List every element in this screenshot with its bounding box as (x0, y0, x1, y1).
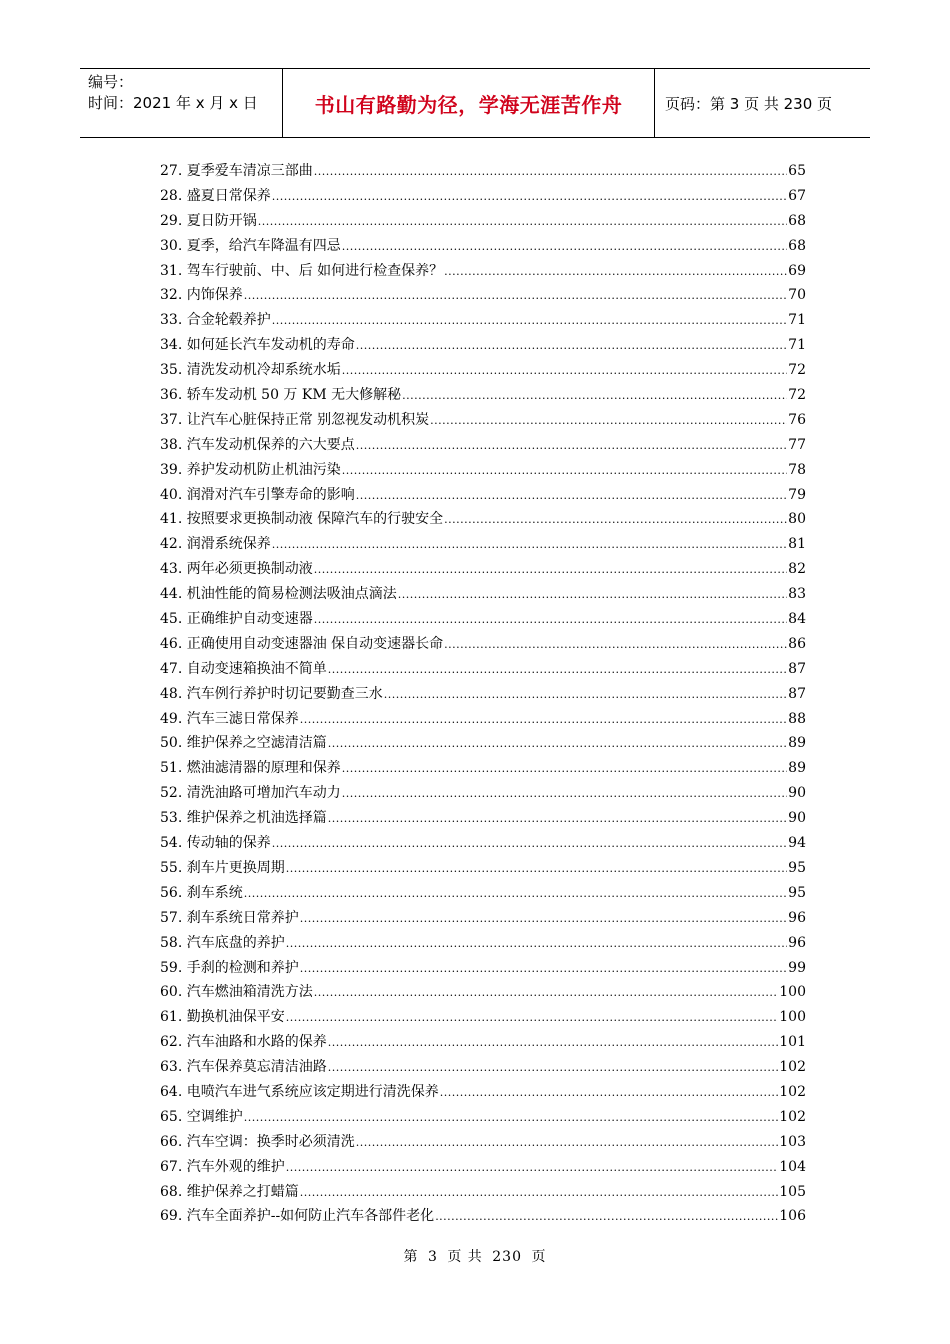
toc-leader-dots (440, 1084, 779, 1100)
toc-entry-title: 41. 按照要求更换制动液 保障汽车的行驶安全 (160, 511, 444, 528)
toc-entry-title: 44. 机油性能的简易检测法吸油点滴法 (160, 586, 397, 603)
toc-entry-page: 96 (788, 934, 806, 951)
toc-entry-title: 59. 手刹的检测和养护 (160, 959, 299, 976)
toc-entry-title: 61. 勤换机油保平安 (160, 1009, 285, 1026)
table-of-contents (160, 160, 806, 1230)
toc-entry-title: 62. 汽车油路和水路的保养 (160, 1034, 327, 1051)
toc-entry-title: 52. 清洗油路可增加汽车动力 (160, 785, 341, 802)
toc-entry-title: 68. 维护保养之打蜡篇 (160, 1183, 299, 1200)
toc-entry-page: 102 (779, 1083, 806, 1100)
toc-entry-page: 80 (788, 511, 806, 528)
toc-entry[interactable] (160, 957, 806, 982)
toc-entry-title: 48. 汽车例行养护时切记要勤查三水 (160, 685, 383, 702)
toc-entry-title: 50. 维护保养之空滤清洁篇 (160, 735, 327, 752)
toc-leader-dots (430, 412, 787, 428)
toc-entry[interactable] (160, 1081, 806, 1106)
toc-entry-title: 33. 合金轮毂养护 (160, 312, 271, 329)
toc-entry[interactable] (160, 309, 806, 334)
toc-leader-dots (356, 437, 787, 453)
toc-entry-title: 51. 燃油滤清器的原理和保养 (160, 760, 341, 777)
toc-entry-page: 82 (788, 561, 806, 578)
toc-leader-dots (244, 885, 787, 901)
toc-entry-page: 86 (788, 635, 806, 652)
toc-entry-title: 42. 润滑系统保养 (160, 536, 271, 553)
toc-leader-dots (244, 287, 787, 303)
toc-entry[interactable] (160, 807, 806, 832)
toc-entry[interactable] (160, 384, 806, 409)
toc-entry-page: 89 (788, 735, 806, 752)
motto: 书山有路勤为径，学海无涯苦作舟 (282, 69, 655, 137)
toc-entry[interactable] (160, 907, 806, 932)
toc-entry-page: 106 (779, 1208, 806, 1225)
page-info: 页码：第 3 页 共 230 页 (665, 94, 833, 113)
footer-current-page: 3 (427, 1249, 438, 1265)
toc-leader-dots (272, 536, 787, 552)
toc-entry[interactable] (160, 1131, 806, 1156)
footer-prefix: 第 (403, 1249, 419, 1265)
toc-entry[interactable] (160, 359, 806, 384)
toc-leader-dots (435, 1208, 778, 1224)
toc-entry-title: 67. 汽车外观的维护 (160, 1158, 285, 1175)
toc-entry-page: 88 (788, 710, 806, 727)
toc-entry-title: 65. 空调维护 (160, 1108, 243, 1125)
toc-leader-dots (314, 561, 787, 577)
toc-entry-page: 69 (788, 262, 806, 279)
toc-entry-page: 84 (788, 611, 806, 628)
toc-entry[interactable] (160, 1031, 806, 1056)
toc-entry[interactable] (160, 409, 806, 434)
toc-entry-page: 103 (779, 1133, 806, 1150)
toc-entry-title: 34. 如何延长汽车发动机的寿命 (160, 337, 355, 354)
toc-entry-page: 100 (779, 1009, 806, 1026)
toc-leader-dots (328, 1034, 779, 1050)
header-meta (80, 69, 282, 137)
toc-entry-page: 78 (788, 461, 806, 478)
toc-leader-dots (272, 312, 787, 328)
toc-entry-title: 37. 让汽车心脏保持正常 别忽视发动机积炭 (160, 411, 430, 428)
footer-suffix: 页 (531, 1249, 547, 1265)
toc-entry[interactable] (160, 334, 806, 359)
toc-entry-title: 47. 自动变速箱换油不简单 (160, 660, 327, 677)
toc-leader-dots (286, 935, 787, 951)
toc-leader-dots (300, 960, 787, 976)
time-label: 时间：2021 年 x 月 x 日 (88, 94, 258, 112)
toc-entry-title: 49. 汽车三滤日常保养 (160, 710, 299, 727)
toc-leader-dots (328, 810, 787, 826)
toc-entry-title: 56. 刹车系统 (160, 884, 243, 901)
toc-entry[interactable] (160, 533, 806, 558)
page-footer (0, 1246, 950, 1266)
toc-entry[interactable] (160, 683, 806, 708)
toc-entry[interactable] (160, 1006, 806, 1031)
toc-entry[interactable] (160, 434, 806, 459)
toc-entry[interactable] (160, 235, 806, 260)
toc-entry-title: 39. 养护发动机防止机油污染 (160, 461, 341, 478)
toc-entry[interactable] (160, 732, 806, 757)
toc-entry[interactable] (160, 558, 806, 583)
toc-entry-page: 94 (788, 835, 806, 852)
toc-leader-dots (258, 213, 787, 229)
toc-entry[interactable] (160, 757, 806, 782)
toc-entry-title: 30. 夏季，给汽车降温有四忌 (160, 237, 341, 254)
toc-entry[interactable] (160, 160, 806, 185)
toc-leader-dots (314, 163, 787, 179)
toc-entry-page: 71 (788, 337, 806, 354)
toc-entry-page: 65 (788, 163, 806, 179)
toc-leader-dots (314, 984, 779, 1000)
toc-entry-page: 90 (788, 785, 806, 802)
toc-leader-dots (342, 462, 787, 478)
toc-entry-page: 76 (788, 411, 806, 428)
toc-entry-title: 57. 刹车系统日常养护 (160, 909, 299, 926)
toc-entry-page: 104 (779, 1158, 806, 1175)
toc-entry-title: 36. 轿车发动机 50 万 KM 无大修解秘 (160, 387, 402, 404)
toc-leader-dots (402, 387, 787, 403)
toc-entry-page: 95 (788, 859, 806, 876)
toc-entry-title: 32. 内饰保养 (160, 287, 243, 304)
toc-entry-title: 55. 刹车片更换周期 (160, 859, 285, 876)
toc-entry-title: 58. 汽车底盘的养护 (160, 934, 285, 951)
toc-entry-page: 72 (788, 387, 806, 404)
toc-leader-dots (244, 1109, 779, 1125)
toc-entry-page: 100 (779, 984, 806, 1001)
toc-leader-dots (314, 611, 787, 627)
toc-entry[interactable] (160, 508, 806, 533)
toc-leader-dots (384, 686, 787, 702)
toc-entry-page: 89 (788, 760, 806, 777)
toc-entry-title: 29. 夏日防开锅 (160, 212, 257, 229)
toc-leader-dots (328, 735, 787, 751)
toc-entry-page: 87 (788, 685, 806, 702)
toc-entry[interactable] (160, 608, 806, 633)
toc-entry-page: 77 (788, 436, 806, 453)
toc-entry-title: 38. 汽车发动机保养的六大要点 (160, 436, 355, 453)
toc-entry-page: 70 (788, 287, 806, 304)
toc-leader-dots (286, 860, 787, 876)
toc-entry-page: 101 (779, 1034, 806, 1051)
toc-leader-dots (272, 835, 787, 851)
toc-leader-dots (356, 487, 787, 503)
page-header (80, 68, 870, 138)
toc-leader-dots (398, 586, 787, 602)
toc-leader-dots (444, 263, 787, 279)
toc-entry[interactable] (160, 1156, 806, 1181)
toc-leader-dots (444, 511, 787, 527)
toc-entry[interactable] (160, 210, 806, 235)
toc-entry-title: 69. 汽车全面养护--如何防止汽车各部件老化 (160, 1208, 435, 1225)
toc-leader-dots (300, 910, 787, 926)
toc-entry-title: 43. 两年必须更换制动液 (160, 561, 313, 578)
toc-leader-dots (286, 1009, 779, 1025)
toc-entry-page: 99 (788, 959, 806, 976)
toc-entry[interactable] (160, 583, 806, 608)
toc-leader-dots (342, 760, 787, 776)
toc-entry[interactable] (160, 1056, 806, 1081)
toc-leader-dots (342, 362, 787, 378)
toc-entry-page: 102 (779, 1108, 806, 1125)
toc-entry-title: 66. 汽车空调：换季时必须清洗 (160, 1133, 355, 1150)
footer-middle: 页 共 (447, 1249, 483, 1265)
toc-entry-page: 68 (788, 212, 806, 229)
toc-entry-page: 71 (788, 312, 806, 329)
toc-entry-title: 63. 汽车保养莫忘清洁油路 (160, 1059, 327, 1076)
toc-entry-title: 45. 正确维护自动变速器 (160, 611, 313, 628)
toc-entry[interactable] (160, 708, 806, 733)
toc-entry-title: 28. 盛夏日常保养 (160, 187, 271, 204)
toc-leader-dots (356, 1134, 779, 1150)
toc-entry-title: 46. 正确使用自动变速器油 保自动变速器长命 (160, 635, 444, 652)
toc-entry-page: 102 (779, 1059, 806, 1076)
toc-leader-dots (300, 711, 787, 727)
toc-entry-title: 53. 维护保养之机油选择篇 (160, 810, 327, 827)
toc-entry-page: 81 (788, 536, 806, 553)
toc-entry-page: 95 (788, 884, 806, 901)
toc-entry-page: 72 (788, 362, 806, 379)
number-label: 编号： (88, 73, 134, 91)
toc-leader-dots (328, 661, 787, 677)
toc-entry-page: 105 (779, 1183, 806, 1200)
toc-entry[interactable] (160, 981, 806, 1006)
toc-entry[interactable] (160, 1106, 806, 1131)
toc-entry[interactable] (160, 459, 806, 484)
toc-entry[interactable] (160, 1205, 806, 1230)
toc-leader-dots (328, 1059, 779, 1075)
toc-entry-title: 64. 电喷汽车进气系统应该定期进行清洗保养 (160, 1083, 439, 1100)
toc-entry[interactable] (160, 658, 806, 683)
toc-entry[interactable] (160, 260, 806, 285)
toc-leader-dots (356, 337, 787, 353)
toc-entry[interactable] (160, 832, 806, 857)
toc-entry-title: 35. 清洗发动机冷却系统水垢 (160, 362, 341, 379)
toc-entry-title: 60. 汽车燃油箱清洗方法 (160, 984, 313, 1001)
toc-entry-page: 68 (788, 237, 806, 254)
toc-entry[interactable] (160, 857, 806, 882)
toc-entry[interactable] (160, 185, 806, 210)
toc-entry[interactable] (160, 782, 806, 807)
toc-leader-dots (444, 636, 787, 652)
toc-entry-page: 67 (788, 187, 806, 204)
toc-entry-title: 54. 传动轴的保养 (160, 835, 271, 852)
toc-leader-dots (286, 1159, 779, 1175)
toc-leader-dots (300, 1184, 779, 1200)
toc-entry-title: 31. 驾车行驶前、中、后 如何进行检查保养？ (160, 262, 444, 279)
toc-entry[interactable] (160, 633, 806, 658)
toc-entry-title: 40. 润滑对汽车引擎寿命的影响 (160, 486, 355, 503)
toc-leader-dots (342, 238, 787, 254)
toc-entry[interactable] (160, 284, 806, 309)
toc-entry-page: 96 (788, 909, 806, 926)
toc-entry-page: 79 (788, 486, 806, 503)
toc-entry[interactable] (160, 484, 806, 509)
toc-leader-dots (272, 188, 787, 204)
toc-entry-page: 87 (788, 660, 806, 677)
toc-entry-page: 83 (788, 586, 806, 603)
toc-entry-page: 90 (788, 810, 806, 827)
toc-entry[interactable] (160, 1181, 806, 1206)
toc-entry[interactable] (160, 882, 806, 907)
toc-leader-dots (342, 785, 787, 801)
toc-entry[interactable] (160, 932, 806, 957)
footer-total-pages: 230 (492, 1249, 522, 1265)
toc-entry-title: 27. 夏季爱车清凉三部曲 (160, 163, 313, 179)
